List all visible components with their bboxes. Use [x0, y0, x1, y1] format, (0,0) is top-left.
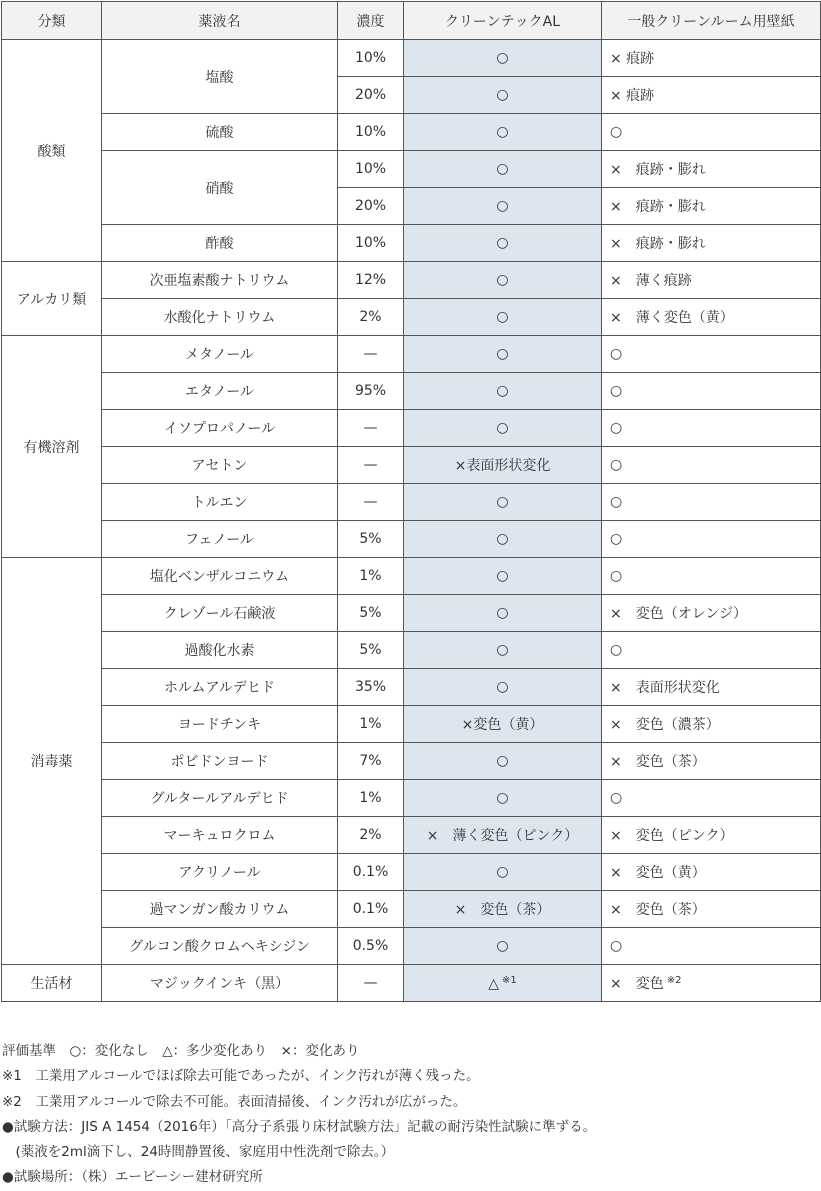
cleantech-result: ○ — [496, 346, 509, 362]
concentration-cell: 7% — [338, 743, 404, 780]
chemical-resistance-table — [1, 1, 821, 1002]
table-row — [2, 817, 821, 854]
general-result-cell — [602, 225, 821, 262]
general-result: ○ — [610, 938, 623, 954]
general-result-cell — [602, 928, 821, 965]
cleantech-result: △ — [488, 975, 500, 992]
cleantech-result-cell — [404, 706, 602, 743]
cleantech-result: ○ — [496, 790, 509, 806]
table-row — [2, 595, 821, 632]
table-row — [2, 632, 821, 669]
table-row — [2, 225, 821, 262]
test-method: ●試験方法：JIS A 1454（2016年）「高分子系張り床材試験方法」記載の耐汚染性試験に準ずる。 — [2, 1118, 597, 1135]
concentration-cell: 10% — [338, 114, 404, 151]
general-result: ○ — [610, 346, 623, 362]
cleantech-result-cell — [404, 669, 602, 706]
general-result: × 変色（茶） — [610, 754, 706, 770]
table-row — [2, 558, 821, 595]
general-result-cell — [602, 114, 821, 151]
cleantech-result-cell — [404, 928, 602, 965]
general-result: ○ — [610, 790, 623, 806]
general-result: × 変色（オレンジ） — [610, 606, 748, 622]
table-row — [2, 521, 821, 558]
test-location: ●試験場所：（株）エービーシー建材研究所 — [2, 1169, 263, 1186]
general-result: ○ — [610, 568, 623, 584]
concentration-cell: 35% — [338, 669, 404, 706]
cleantech-result: ○ — [496, 420, 509, 436]
concentration-cell: — — [338, 965, 404, 1002]
table-row — [2, 780, 821, 817]
cleantech-result-cell — [404, 373, 602, 410]
table-row — [2, 40, 821, 77]
concentration-cell: 1% — [338, 780, 404, 817]
concentration-cell: 20% — [338, 77, 404, 114]
cleantech-result: ×変色（黄） — [461, 717, 544, 733]
general-result-cell — [602, 262, 821, 299]
concentration-cell: 0.5% — [338, 928, 404, 965]
cleantech-result-cell — [404, 447, 602, 484]
chemical-name-cell: フェノール — [102, 521, 338, 558]
general-result: × 痕跡・膨れ — [610, 236, 706, 252]
cleantech-result: ○ — [496, 753, 509, 769]
cleantech-result-cell — [404, 188, 602, 225]
concentration-cell: 5% — [338, 632, 404, 669]
header-general-wallpaper: 一般クリーンルーム用壁紙 — [602, 2, 821, 40]
general-result-cell — [602, 558, 821, 595]
table-row — [2, 743, 821, 780]
general-result: ○ — [610, 642, 623, 658]
concentration-cell: 10% — [338, 40, 404, 77]
chemical-name-cell: 酢酸 — [102, 225, 338, 262]
concentration-cell: 2% — [338, 299, 404, 336]
table-row — [2, 484, 821, 521]
cleantech-result-cell — [404, 521, 602, 558]
general-result-cell — [602, 151, 821, 188]
concentration-cell: 5% — [338, 521, 404, 558]
header-concentration: 濃度 — [338, 2, 404, 40]
cleantech-result-cell — [404, 410, 602, 447]
general-result: ○ — [610, 457, 623, 473]
chemical-name-cell: 次亜塩素酸ナトリウム — [102, 262, 338, 299]
header-cleantech-al: クリーンテックAL — [404, 2, 602, 40]
concentration-cell: — — [338, 484, 404, 521]
chemical-name-cell: 塩化ベンザルコニウム — [102, 558, 338, 595]
header-category: 分類 — [2, 2, 102, 40]
general-result-cell — [602, 77, 821, 114]
cleantech-result: ○ — [496, 938, 509, 954]
category-cell: 有機溶剤 — [2, 336, 102, 558]
concentration-cell: — — [338, 447, 404, 484]
general-result-cell — [602, 632, 821, 669]
cleantech-result-cell — [404, 336, 602, 373]
cleantech-result: ○ — [496, 50, 509, 66]
cleantech-result-cell — [404, 262, 602, 299]
footnote-ref: ※1 — [502, 974, 517, 986]
general-result-cell — [602, 336, 821, 373]
table-row — [2, 373, 821, 410]
general-result: × 薄く痕跡 — [610, 273, 692, 289]
chemical-name-cell: ポビドンヨード — [102, 743, 338, 780]
table-row — [2, 928, 821, 965]
concentration-cell: 12% — [338, 262, 404, 299]
table-row — [2, 262, 821, 299]
table-row — [2, 336, 821, 373]
category-cell: 消毒薬 — [2, 558, 102, 965]
chemical-name-cell: アクリノール — [102, 854, 338, 891]
general-result: × 変色（濃茶） — [610, 717, 720, 733]
category-cell: 酸類 — [2, 40, 102, 262]
cleantech-result: ○ — [496, 605, 509, 621]
cleantech-result-cell — [404, 299, 602, 336]
table-row — [2, 965, 821, 1002]
table-body — [2, 40, 821, 1002]
general-result: ○ — [610, 383, 623, 399]
concentration-cell: 0.1% — [338, 891, 404, 928]
general-result: ○ — [610, 494, 623, 510]
concentration-cell: 5% — [338, 595, 404, 632]
general-result-cell — [602, 299, 821, 336]
table-row — [2, 447, 821, 484]
cleantech-result: × 変色（茶） — [454, 902, 551, 918]
table-row — [2, 891, 821, 928]
general-result-cell — [602, 706, 821, 743]
footnote-ref: ※2 — [666, 975, 682, 986]
general-result: × 変色 — [610, 976, 664, 992]
general-result-cell — [602, 188, 821, 225]
cleantech-result: ○ — [496, 161, 509, 177]
chemical-name-cell: メタノール — [102, 336, 338, 373]
table-row — [2, 706, 821, 743]
general-result: ○ — [610, 420, 623, 436]
cleantech-result: ○ — [496, 272, 509, 288]
cleantech-result-cell — [404, 854, 602, 891]
concentration-cell: 2% — [338, 817, 404, 854]
general-result-cell — [602, 595, 821, 632]
general-result: × 痕跡 — [610, 88, 655, 104]
cleantech-result-cell — [404, 743, 602, 780]
table-row — [2, 151, 821, 188]
concentration-cell: 10% — [338, 151, 404, 188]
general-result: × 変色（茶） — [610, 902, 706, 918]
chemical-name-cell: グルタールアルデヒド — [102, 780, 338, 817]
table-row — [2, 410, 821, 447]
chemical-name-cell: グルコン酸クロムヘキシジン — [102, 928, 338, 965]
general-result: × 薄く変色（黄） — [610, 310, 734, 326]
cleantech-result: ○ — [496, 679, 509, 695]
concentration-cell: 10% — [338, 225, 404, 262]
general-result-cell — [602, 965, 821, 1002]
footnote-2: ※2 工業用アルコールで除去不可能。表面清掃後、インク汚れが広がった。 — [2, 1093, 467, 1110]
cleantech-result-cell — [404, 632, 602, 669]
concentration-cell: 0.1% — [338, 854, 404, 891]
chemical-name-cell: ヨードチンキ — [102, 706, 338, 743]
chemical-name-cell: エタノール — [102, 373, 338, 410]
general-result: ○ — [610, 531, 623, 547]
general-result-cell — [602, 447, 821, 484]
general-result-cell — [602, 40, 821, 77]
general-result: ○ — [610, 124, 623, 140]
notes-section — [2, 1039, 817, 1191]
cleantech-result: ×表面形状変化 — [454, 458, 551, 474]
cleantech-result-cell — [404, 558, 602, 595]
general-result: × 痕跡 — [610, 51, 655, 67]
cleantech-result: × 薄く変色（ピンク） — [426, 828, 579, 844]
general-result: × 痕跡・膨れ — [610, 162, 706, 178]
chemical-name-cell: 塩酸 — [102, 40, 338, 114]
cleantech-result: ○ — [496, 383, 509, 399]
chemical-name-cell: 硫酸 — [102, 114, 338, 151]
chemical-name-cell: 過マンガン酸カリウム — [102, 891, 338, 928]
table-row — [2, 854, 821, 891]
cleantech-result: ○ — [496, 568, 509, 584]
chemical-name-cell: クレゾール石鹸液 — [102, 595, 338, 632]
general-result-cell — [602, 669, 821, 706]
cleantech-result-cell — [404, 114, 602, 151]
general-result: × 変色（ピンク） — [610, 828, 734, 844]
cleantech-result-cell — [404, 40, 602, 77]
chemical-name-cell: ホルムアルデヒド — [102, 669, 338, 706]
test-method-detail: (薬液を2ml滴下し、24時間静置後、家庭用中性洗剤で除去。） — [2, 1144, 395, 1161]
table-row — [2, 114, 821, 151]
general-result-cell — [602, 891, 821, 928]
general-result-cell — [602, 780, 821, 817]
concentration-cell: 1% — [338, 558, 404, 595]
cleantech-result-cell — [404, 595, 602, 632]
general-result-cell — [602, 743, 821, 780]
general-result-cell — [602, 854, 821, 891]
chemical-name-cell: トルエン — [102, 484, 338, 521]
chemical-name-cell: アセトン — [102, 447, 338, 484]
general-result-cell — [602, 410, 821, 447]
chemical-name-cell: マジックインキ（黒） — [102, 965, 338, 1002]
cleantech-result: ○ — [496, 494, 509, 510]
concentration-cell: — — [338, 336, 404, 373]
header-chemical: 薬液名 — [102, 2, 338, 40]
general-result-cell — [602, 817, 821, 854]
chemical-name-cell: 水酸化ナトリウム — [102, 299, 338, 336]
cleantech-result: ○ — [496, 864, 509, 880]
chemical-name-cell: イソプロパノール — [102, 410, 338, 447]
category-cell: アルカリ類 — [2, 262, 102, 336]
cleantech-result: ○ — [496, 309, 509, 325]
category-cell: 生活材 — [2, 965, 102, 1002]
cleantech-result-cell — [404, 965, 602, 1002]
cleantech-result-cell — [404, 77, 602, 114]
cleantech-result-cell — [404, 891, 602, 928]
cleantech-result-cell — [404, 484, 602, 521]
cleantech-result: ○ — [496, 87, 509, 103]
general-result: × 表面形状変化 — [610, 680, 720, 696]
cleantech-result: ○ — [496, 235, 509, 251]
concentration-cell: 20% — [338, 188, 404, 225]
cleantech-result-cell — [404, 151, 602, 188]
cleantech-result: ○ — [496, 531, 509, 547]
general-result: × 変色（黄） — [610, 865, 706, 881]
general-result-cell — [602, 484, 821, 521]
table-row — [2, 669, 821, 706]
evaluation-criteria: 評価基準 ○：変化なし △：多少変化あり ×：変化あり — [2, 1043, 360, 1059]
cleantech-result: ○ — [496, 124, 509, 140]
chemical-name-cell: 過酸化水素 — [102, 632, 338, 669]
general-result-cell — [602, 521, 821, 558]
general-result: × 痕跡・膨れ — [610, 199, 706, 215]
cleantech-result: ○ — [496, 198, 509, 214]
general-result-cell — [602, 373, 821, 410]
concentration-cell: — — [338, 410, 404, 447]
chemical-name-cell: 硝酸 — [102, 151, 338, 225]
table-row — [2, 299, 821, 336]
cleantech-result-cell — [404, 780, 602, 817]
chemical-name-cell: マーキュロクロム — [102, 817, 338, 854]
concentration-cell: 95% — [338, 373, 404, 410]
concentration-cell: 1% — [338, 706, 404, 743]
cleantech-result-cell — [404, 225, 602, 262]
cleantech-result: ○ — [496, 642, 509, 658]
footnote-1: ※1 工業用アルコールでほぼ除去可能であったが、インク汚れが薄く残った。 — [2, 1068, 480, 1085]
table-header-row — [2, 2, 821, 40]
cleantech-result-cell — [404, 817, 602, 854]
